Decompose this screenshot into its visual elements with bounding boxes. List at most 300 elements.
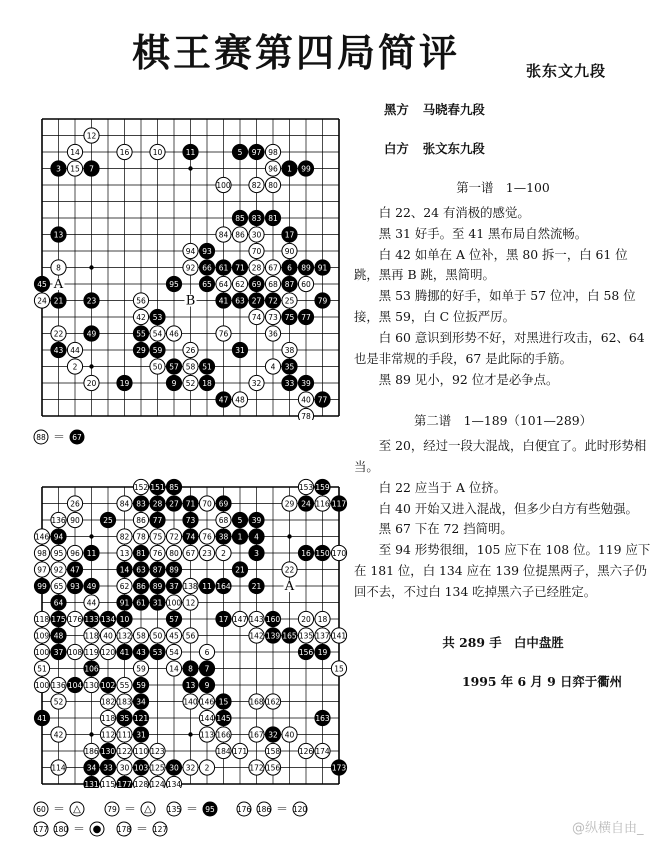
stone-move-number: 119 <box>84 648 99 657</box>
diagram2-stone-white <box>199 545 214 560</box>
footnote-stone-right <box>202 801 218 817</box>
stone-move-number: 34 <box>86 763 97 773</box>
stone-move-number: 106 <box>84 664 99 674</box>
stone-move-number: 90 <box>70 516 80 525</box>
stone-move-number: 87 <box>152 565 163 575</box>
footnote-stone-left <box>33 821 49 837</box>
stone-move-number: 171 <box>232 747 248 756</box>
black-player-name: 马晓春九段 <box>422 102 485 117</box>
stone-move-number: 182 <box>100 697 116 707</box>
diagram1-stone-white <box>216 227 231 242</box>
diagram1-stone-black <box>51 293 66 308</box>
diagram2-stone-black <box>216 611 231 626</box>
stone-move-number: 134 <box>100 615 116 624</box>
stone-move-number: 41 <box>119 648 130 657</box>
diagram2-stone-white <box>34 661 49 676</box>
stone-move-number: 120 <box>100 648 116 657</box>
diagram2-stone-white <box>199 760 214 775</box>
stone-move-number: 21 <box>235 565 245 575</box>
diagram2-stone-black <box>166 760 181 775</box>
stone-move-number: 21 <box>53 296 64 306</box>
stone-move-number: 91 <box>119 598 130 608</box>
stone-move-number: 59 <box>152 346 163 355</box>
diagram1-stone-white <box>67 342 82 357</box>
stone-move-number: 31 <box>235 346 245 355</box>
stone-move-number: 95 <box>169 280 179 289</box>
section1-paragraph: 白 60 意识到形势不好，对黑进行攻击，62、64 也是非常规的手段，67 是此际的手筋。 <box>354 330 645 367</box>
diagram2-stone-white <box>34 677 49 692</box>
diagram1-stone-black <box>282 161 297 176</box>
diagram1-stone-white <box>150 326 165 341</box>
diagram1-stone-black <box>216 392 231 407</box>
diagram2-stone-white <box>84 743 99 758</box>
stone-move-number: 56 <box>136 296 146 306</box>
stone-move-number: 34 <box>136 697 146 707</box>
equals-sign: ＝ <box>124 802 137 816</box>
diagram2-stone-white <box>298 628 313 643</box>
stone-move-number: 2 <box>72 362 78 372</box>
diagram2-stone-white <box>51 727 66 742</box>
stone-move-number: 39 <box>251 516 262 525</box>
stone-move-number: 11 <box>185 148 196 157</box>
stone-move-number: 30 <box>251 230 262 240</box>
stone-move-number: 12 <box>86 131 97 141</box>
footnote-stone-right-label: 67 <box>72 432 82 442</box>
diagram1-stone-white <box>84 375 99 390</box>
diagram2-stone-black <box>331 760 346 775</box>
stone-move-number: 132 <box>117 631 132 641</box>
stone-move-number: 76 <box>202 532 212 542</box>
stone-move-number: 5 <box>237 516 243 525</box>
stone-move-number: 61 <box>136 598 146 608</box>
diagram2-stone-white <box>150 628 165 643</box>
stone-move-number: 65 <box>202 280 212 289</box>
diagram2-footnote <box>104 800 156 817</box>
diagram2-footnote <box>33 800 85 817</box>
stone-move-number: 78 <box>301 412 311 420</box>
diagram2-stone-black <box>150 562 165 577</box>
diagram2-stone-white <box>84 677 99 692</box>
go-board-diagram-2 <box>33 478 349 788</box>
stone-move-number: 47 <box>218 395 229 405</box>
diagram2-stone-white <box>183 545 198 560</box>
triangle-marked-stone-icon <box>69 801 85 817</box>
stone-move-number: 55 <box>136 329 146 339</box>
stone-move-number: 46 <box>169 329 179 339</box>
stone-move-number: 168 <box>249 697 264 707</box>
section1-paragraph: 白 42 如单在 A 位补，黑 80 拆一，白 61 位跳，黑再 B 跳，黑简明。 <box>354 246 628 283</box>
diagram1-stone-black <box>249 276 264 291</box>
stone-move-number: 146 <box>199 697 215 707</box>
diagram2-footnote <box>33 820 105 837</box>
stone-move-number: 13 <box>53 230 64 240</box>
footnote-stone-mid-label: 186 <box>256 804 272 814</box>
footnote-stone-left-label: 135 <box>166 804 182 814</box>
stone-move-number: 145 <box>216 714 231 723</box>
stone-move-number: 40 <box>103 631 113 641</box>
diagram2-stone-white <box>216 545 231 560</box>
diagram2-stone-white <box>183 595 198 610</box>
stone-move-number: 103 <box>133 763 149 773</box>
diagram2-stone-black <box>51 611 66 626</box>
diagram2-stone-black <box>232 529 247 544</box>
diagram2-stone-white <box>133 743 148 758</box>
diagram2-stone-white <box>133 529 148 544</box>
diagram2-stone-black <box>117 611 132 626</box>
stone-move-number: 49 <box>86 582 97 591</box>
diagram2-stone-white <box>282 496 297 511</box>
stone-move-number: 54 <box>152 329 163 339</box>
stone-move-number: 6 <box>287 263 292 273</box>
diagram2-stone-black <box>249 545 264 560</box>
stone-move-number: 37 <box>53 648 64 657</box>
stone-move-number: 32 <box>251 379 262 388</box>
stone-move-number: 174 <box>315 747 330 756</box>
stone-move-number: 130 <box>84 681 99 690</box>
diagram2-stone-white <box>100 710 115 725</box>
diagram1-stone-black <box>282 276 297 291</box>
diagram2-stone-black <box>265 611 280 626</box>
diagram2-stone-black <box>117 562 132 577</box>
diagram2-stone-white <box>249 628 264 643</box>
stone-move-number: 109 <box>34 631 50 641</box>
diagram2-stone-white <box>216 743 231 758</box>
diagram1-stone-white <box>183 260 198 275</box>
stone-move-number: 118 <box>84 631 99 641</box>
diagram1-stone-white <box>232 392 247 407</box>
diagram2-stone-black <box>34 578 49 593</box>
white-player-label: 白方 <box>384 140 409 156</box>
diagram2-stone-black <box>183 661 198 676</box>
stone-move-number: 67 <box>185 549 196 558</box>
diagram2-stone-white <box>34 644 49 659</box>
diagram2-stone-black <box>216 710 231 725</box>
diagram1-stone-white <box>265 161 280 176</box>
stone-move-number: 44 <box>86 598 97 608</box>
equals-sign: ＝ <box>73 822 86 836</box>
diagram2-stone-black <box>265 628 280 643</box>
stone-move-number: 160 <box>265 615 281 624</box>
diagram1-stone-black <box>298 260 313 275</box>
diagram2-stone-white <box>150 776 165 788</box>
diagram2-stone-black <box>150 479 165 494</box>
stone-move-number: 6 <box>204 648 210 657</box>
diagram1-star-point <box>89 265 93 269</box>
diagram2-stone-black <box>133 710 148 725</box>
diagram1-stone-white <box>282 342 297 357</box>
stone-move-number: 56 <box>185 631 196 641</box>
diagram2-stone-black <box>117 595 132 610</box>
diagram2-stone-white <box>298 743 313 758</box>
stone-move-number: 24 <box>301 499 311 509</box>
diagram2-stone-black <box>133 760 148 775</box>
stone-move-number: 23 <box>86 296 97 306</box>
diagram2-stone-black <box>84 760 99 775</box>
diagram2-stone-white <box>84 628 99 643</box>
diagram2-stone-black <box>315 479 330 494</box>
diagram1-stone-black <box>51 227 66 242</box>
diagram2-stone-white <box>232 611 247 626</box>
game-date: 1995 年 6 月 9 日弈于衢州 <box>461 673 622 689</box>
stone-move-number: 165 <box>282 631 297 641</box>
diagram2-stone-black <box>216 496 231 511</box>
diagram1-star-point <box>188 166 192 170</box>
stone-move-number: 81 <box>136 549 146 558</box>
diagram1-stone-white <box>67 161 82 176</box>
stone-move-number: 108 <box>67 648 83 657</box>
diagram2-stone-black <box>133 545 148 560</box>
commentary-column <box>354 100 652 693</box>
diagram1-stone-white <box>183 342 198 357</box>
stone-move-number: 7 <box>89 164 94 174</box>
stone-move-number: 69 <box>251 280 262 289</box>
diagram2-stone-black <box>331 496 346 511</box>
diagram2-stone-white <box>315 628 330 643</box>
diagram2-stone-white <box>34 628 49 643</box>
stone-move-number: 76 <box>218 329 229 339</box>
diagram1-stone-black <box>298 309 313 324</box>
diagram1-stone-black <box>150 309 165 324</box>
stone-move-number: 39 <box>301 379 311 388</box>
stone-move-number: 116 <box>315 499 330 509</box>
stone-move-number: 141 <box>331 631 347 641</box>
diagram2-stone-white <box>315 743 330 758</box>
diagram2-stone-black <box>84 611 99 626</box>
stone-move-number: 32 <box>185 763 196 773</box>
diagram2-stone-black <box>133 727 148 742</box>
author-name: 张东文九段 <box>526 62 607 80</box>
stone-move-number: 11 <box>86 549 97 558</box>
diagram2-stone-black <box>100 677 115 692</box>
diagram2-stone-white <box>298 479 313 494</box>
stone-move-number: 11 <box>202 582 212 591</box>
diagram2-stone-black <box>133 578 148 593</box>
diagram1-stone-black <box>216 293 231 308</box>
stone-move-number: 45 <box>169 631 179 641</box>
stone-move-number: 40 <box>284 730 295 740</box>
stone-move-number: 126 <box>298 747 314 756</box>
stone-move-number: 26 <box>185 346 196 355</box>
stone-move-number: 14 <box>70 148 80 157</box>
stone-move-number: 89 <box>152 582 163 591</box>
stone-move-number: 130 <box>100 747 116 756</box>
diagram2-stone-white <box>117 727 132 742</box>
diagram2-stone-black <box>133 496 148 511</box>
stone-move-number: 121 <box>133 714 149 723</box>
stone-move-number: 125 <box>150 763 165 773</box>
diagram1-stone-black <box>117 375 132 390</box>
stone-move-number: 41 <box>37 714 47 723</box>
stone-move-number: 91 <box>317 263 328 273</box>
footnote-stone-right-label: 120 <box>292 804 308 814</box>
diagram2-stone-white <box>199 710 214 725</box>
stone-move-number: 123 <box>150 747 165 756</box>
diagram1-stone-black <box>166 276 181 291</box>
stone-move-number: 86 <box>235 230 245 240</box>
diagram2-footnote <box>116 820 168 837</box>
stone-move-number: 38 <box>284 346 295 355</box>
stone-move-number: 42 <box>53 730 64 740</box>
diagram1-stone-black <box>199 243 214 258</box>
stone-move-number: 96 <box>268 164 278 174</box>
stone-move-number: 53 <box>152 648 163 657</box>
diagram2-stone-white <box>133 479 148 494</box>
diagram2-stone-black <box>298 496 313 511</box>
diagram2-stone-black <box>117 776 132 788</box>
footnote-mark-label: △ <box>144 803 152 815</box>
stone-move-number: 63 <box>235 296 245 306</box>
stone-move-number: 82 <box>251 181 262 190</box>
diagram2-stone-black <box>67 578 82 593</box>
stone-move-number: 45 <box>37 280 47 289</box>
diagram2-stone-black <box>84 545 99 560</box>
diagram1-stone-white <box>265 260 280 275</box>
diagram2-stone-black <box>199 661 214 676</box>
stone-move-number: 4 <box>270 362 276 372</box>
diagram1-stone-black <box>249 210 264 225</box>
stone-move-number: 183 <box>117 697 132 707</box>
diagram2-stone-black <box>84 661 99 676</box>
stone-move-number: 18 <box>202 379 212 388</box>
stone-move-number: 22 <box>284 565 295 575</box>
diagram2-stone-black <box>216 694 231 709</box>
footnote-stone-right-label: 127 <box>152 824 168 834</box>
diagram2-stone-white <box>199 496 214 511</box>
stone-move-number: 35 <box>284 362 295 372</box>
footnote-stone-left-label: 177 <box>33 824 49 834</box>
diagram2-stone-black <box>166 479 181 494</box>
stone-move-number: 142 <box>249 631 264 641</box>
stone-move-number: 8 <box>188 664 193 674</box>
diagram2-stone-white <box>249 727 264 742</box>
stone-move-number: 20 <box>86 379 97 388</box>
stone-move-number: 89 <box>169 565 179 575</box>
diagram1-stone-white <box>265 144 280 159</box>
stone-move-number: 36 <box>268 329 278 339</box>
stone-move-number: 68 <box>268 280 278 289</box>
diagram2-stone-black <box>315 644 330 659</box>
diagram2-stone-white <box>100 694 115 709</box>
diagram2-stone-black <box>166 496 181 511</box>
stone-move-number: 111 <box>117 730 132 740</box>
stone-move-number: 12 <box>185 598 196 608</box>
diagram2-stone-black <box>84 578 99 593</box>
stone-move-number: 4 <box>254 532 259 542</box>
diagram2-stone-black <box>298 644 313 659</box>
stone-move-number: 118 <box>100 714 116 723</box>
diagram1-stone-white <box>117 144 132 159</box>
stone-move-number: 29 <box>284 499 295 509</box>
diagram1-stone-black <box>232 293 247 308</box>
stone-move-number: 49 <box>86 329 97 339</box>
stone-move-number: 33 <box>103 763 113 773</box>
stone-move-number: 75 <box>284 313 295 322</box>
diagram2-stone-black <box>84 776 99 788</box>
stone-move-number: 92 <box>53 565 64 575</box>
stone-move-number: 26 <box>70 499 80 509</box>
stone-move-number: 3 <box>56 164 61 174</box>
stone-move-number: 100 <box>34 681 50 690</box>
stone-move-number: 104 <box>67 681 83 690</box>
diagram1-stone-black <box>133 326 148 341</box>
stone-move-number: 164 <box>216 582 231 591</box>
diagram2-stone-white <box>249 694 264 709</box>
stone-move-number: 100 <box>34 648 50 657</box>
diagram1-stone-black <box>216 260 231 275</box>
stone-move-number: 172 <box>249 763 264 773</box>
stone-move-number: 77 <box>152 516 163 525</box>
diagram2-stone-white <box>166 661 181 676</box>
diagram1-stone-black <box>298 161 313 176</box>
diagram2-stone-black <box>150 496 165 511</box>
stone-move-number: 84 <box>119 499 130 509</box>
diagram2-stone-black <box>34 710 49 725</box>
diagram2-stone-black <box>232 562 247 577</box>
stone-move-number: 80 <box>268 181 278 190</box>
diagram2-stone-black <box>199 578 214 593</box>
section2-paragraph: 白 22 应当于 A 位挤。 <box>378 479 507 495</box>
equals-sign: ＝ <box>53 430 66 444</box>
footnote-stone-left <box>104 801 120 817</box>
diagram1-stone-white <box>166 326 181 341</box>
stone-move-number: 22 <box>53 329 64 339</box>
diagram1-stone-black <box>34 276 49 291</box>
diagram2-stone-white <box>117 628 132 643</box>
section2-paragraph: 白 40 开始又进入混战，但多少白方有些勉强。 <box>378 500 638 516</box>
diagram2-stone-black <box>249 529 264 544</box>
stone-move-number: 55 <box>119 681 130 690</box>
diagram2-stone-white <box>51 512 66 527</box>
stone-move-number: 122 <box>117 747 132 756</box>
diagram2-stone-black <box>183 512 198 527</box>
stone-move-number: 3 <box>254 549 259 558</box>
diagram2-stone-black <box>298 545 313 560</box>
stone-move-number: 93 <box>202 247 212 256</box>
stone-move-number: 2 <box>221 549 226 558</box>
stone-move-number: 31 <box>136 730 146 740</box>
stone-move-number: 35 <box>119 714 130 723</box>
stone-move-number: 67 <box>268 263 278 273</box>
stone-move-number: 14 <box>169 664 179 674</box>
diagram1-stone-white <box>183 359 198 374</box>
diagram1-stone-black <box>315 260 330 275</box>
stone-move-number: 43 <box>136 648 146 657</box>
stone-move-number: 86 <box>136 516 146 525</box>
diagram1-stone-black <box>232 210 247 225</box>
stone-move-number: 162 <box>265 697 281 707</box>
diagram2-stone-black <box>51 529 66 544</box>
footnote-stone-left-label: 60 <box>36 804 46 814</box>
diagram2-stone-black <box>117 644 132 659</box>
footnote-stone-left <box>236 801 252 817</box>
diagram1-footnote <box>33 428 85 445</box>
stone-move-number: 102 <box>100 681 116 690</box>
game-result: 共 289 手 白中盘胜 <box>442 635 564 651</box>
stone-move-number: 64 <box>53 598 64 608</box>
diagram2-stone-white <box>117 529 132 544</box>
diagram2-stone-black <box>199 677 214 692</box>
footnote-stone-left <box>33 801 49 817</box>
diagram1-stone-white <box>298 276 313 291</box>
stone-move-number: 158 <box>265 747 281 756</box>
stone-move-number: 63 <box>136 565 146 575</box>
equals-sign: ＝ <box>186 802 199 816</box>
diagram1-stone-white <box>249 243 264 258</box>
diagram2-stone-white <box>183 760 198 775</box>
diagram1-stone-black <box>51 161 66 176</box>
stone-move-number: 70 <box>251 247 262 256</box>
white-player-line <box>354 139 652 160</box>
